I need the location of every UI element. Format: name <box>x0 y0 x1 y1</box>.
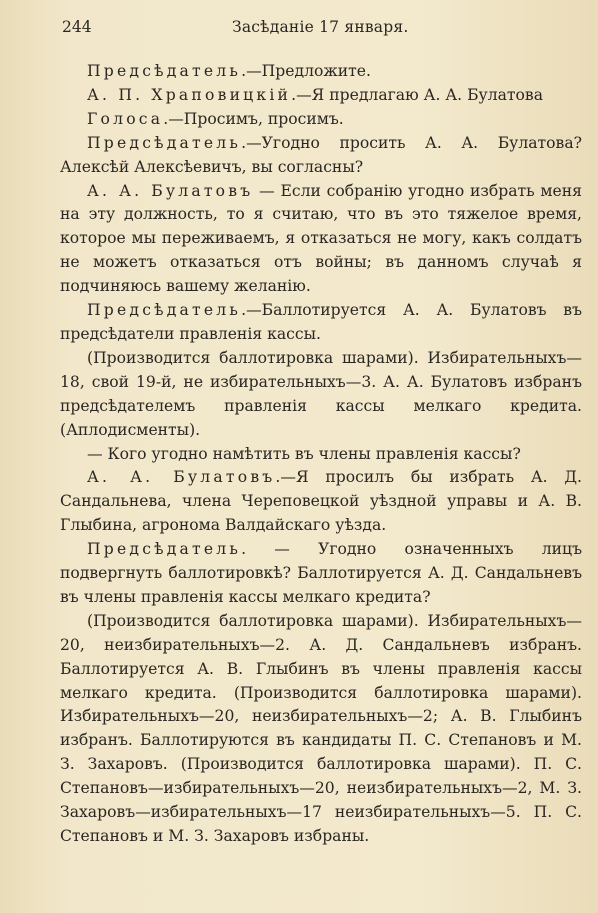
paragraph-text: .—Баллотируется А. А. Булатовъ въ предсѣдатели правленія кассы. <box>60 301 582 343</box>
paragraph <box>60 84 582 108</box>
paragraph-text: — Если собранію угодно избрать меня на эту должность, то я считаю, что въ это тяжелое время, которое мы переживаемъ, я отказаться не могу, какъ солдатъ не можетъ отказаться отъ войны; въ данномъ случаѣ я подчиняюсь вашему желанію. <box>60 181 582 296</box>
paragraph-text: (Производится баллотировка шарами). Избирательныхъ—18, свой 19-й, не избирательныхъ—3. А. А. Булатовъ избранъ предсѣдателемъ правленія кассы мелкаго кредита. (Аплодисменты). <box>60 348 582 439</box>
speaker-name: Голоса <box>87 109 164 128</box>
paragraph-text: — Кого угодно намѣтить въ члены правленія кассы? <box>87 444 521 463</box>
paragraph-text: .—Предложите. <box>241 62 371 80</box>
paragraph <box>60 610 582 849</box>
paragraph <box>60 299 582 347</box>
paragraph-text: .—Угодно просить А. А. Булатова? Алексѣй Алексѣевичъ, вы согласны? <box>60 133 582 176</box>
paragraph <box>60 108 582 132</box>
speaker-name: Предсѣдатель <box>87 62 242 80</box>
paragraph <box>60 443 582 467</box>
speaker-name: А. А. Булатовъ <box>87 181 254 200</box>
paragraph <box>60 180 582 300</box>
page-number: 244 <box>62 18 92 36</box>
speaker-name: Предсѣдатель <box>87 301 242 320</box>
speaker-name: А. А. Булатовъ <box>87 468 276 487</box>
speaker-name: Предсѣдатель <box>87 133 242 152</box>
paragraph <box>60 60 582 84</box>
paragraph-text: .—Просимъ, просимъ. <box>163 109 344 128</box>
paragraph <box>60 347 582 443</box>
speaker-name: Предсѣдатель <box>87 540 242 559</box>
paragraph <box>60 132 582 180</box>
paragraph-text: .—Я предлагаю А. А. Булатова <box>291 85 544 104</box>
speaker-name: А. П. Храповицкій <box>87 85 292 104</box>
paragraph-text: . — Угодно означенныхъ лицъ подвергнуть баллотировкѣ? Баллотируется А. Д. Сандальневъ въ члены правленія кассы мелкаго кредита? <box>60 540 582 606</box>
paragraph-text: .—Я просилъ бы избрать А. Д. Сандальнева, члена Череповецкой уѣздной управы и А. В. Глыбина, агронома Валдайскаго уѣзда. <box>60 468 582 535</box>
running-title: Засѣданіе 17 января. <box>232 18 409 36</box>
paragraph <box>60 466 582 538</box>
paragraph <box>60 538 582 610</box>
paragraph-text: (Производится баллотировка шарами). Избирательныхъ— 20, неизбирательныхъ—2. А. Д. Сандальневъ избранъ. Баллотируется А. В. Глыбинъ въ члены правленія кассы мелкаго кредита. (Производится баллотировка шарами). Избирательныхъ—20, неизбирательныхъ—2; А. В. Глыбинъ избранъ. Баллотируются въ кандидаты П. С. Степановъ и М. З. Захаровъ. (Производится баллотировка шарами). П. С. Степановъ—избирательныхъ—20, неизбирательныхъ—2, М. З. Захаровъ—избирательныхъ—17 неизбирательныхъ—5. П. С. Степановъ и М. З. Захаровъ избраны. <box>60 611 582 845</box>
running-head <box>62 18 568 42</box>
text-body <box>60 60 582 849</box>
